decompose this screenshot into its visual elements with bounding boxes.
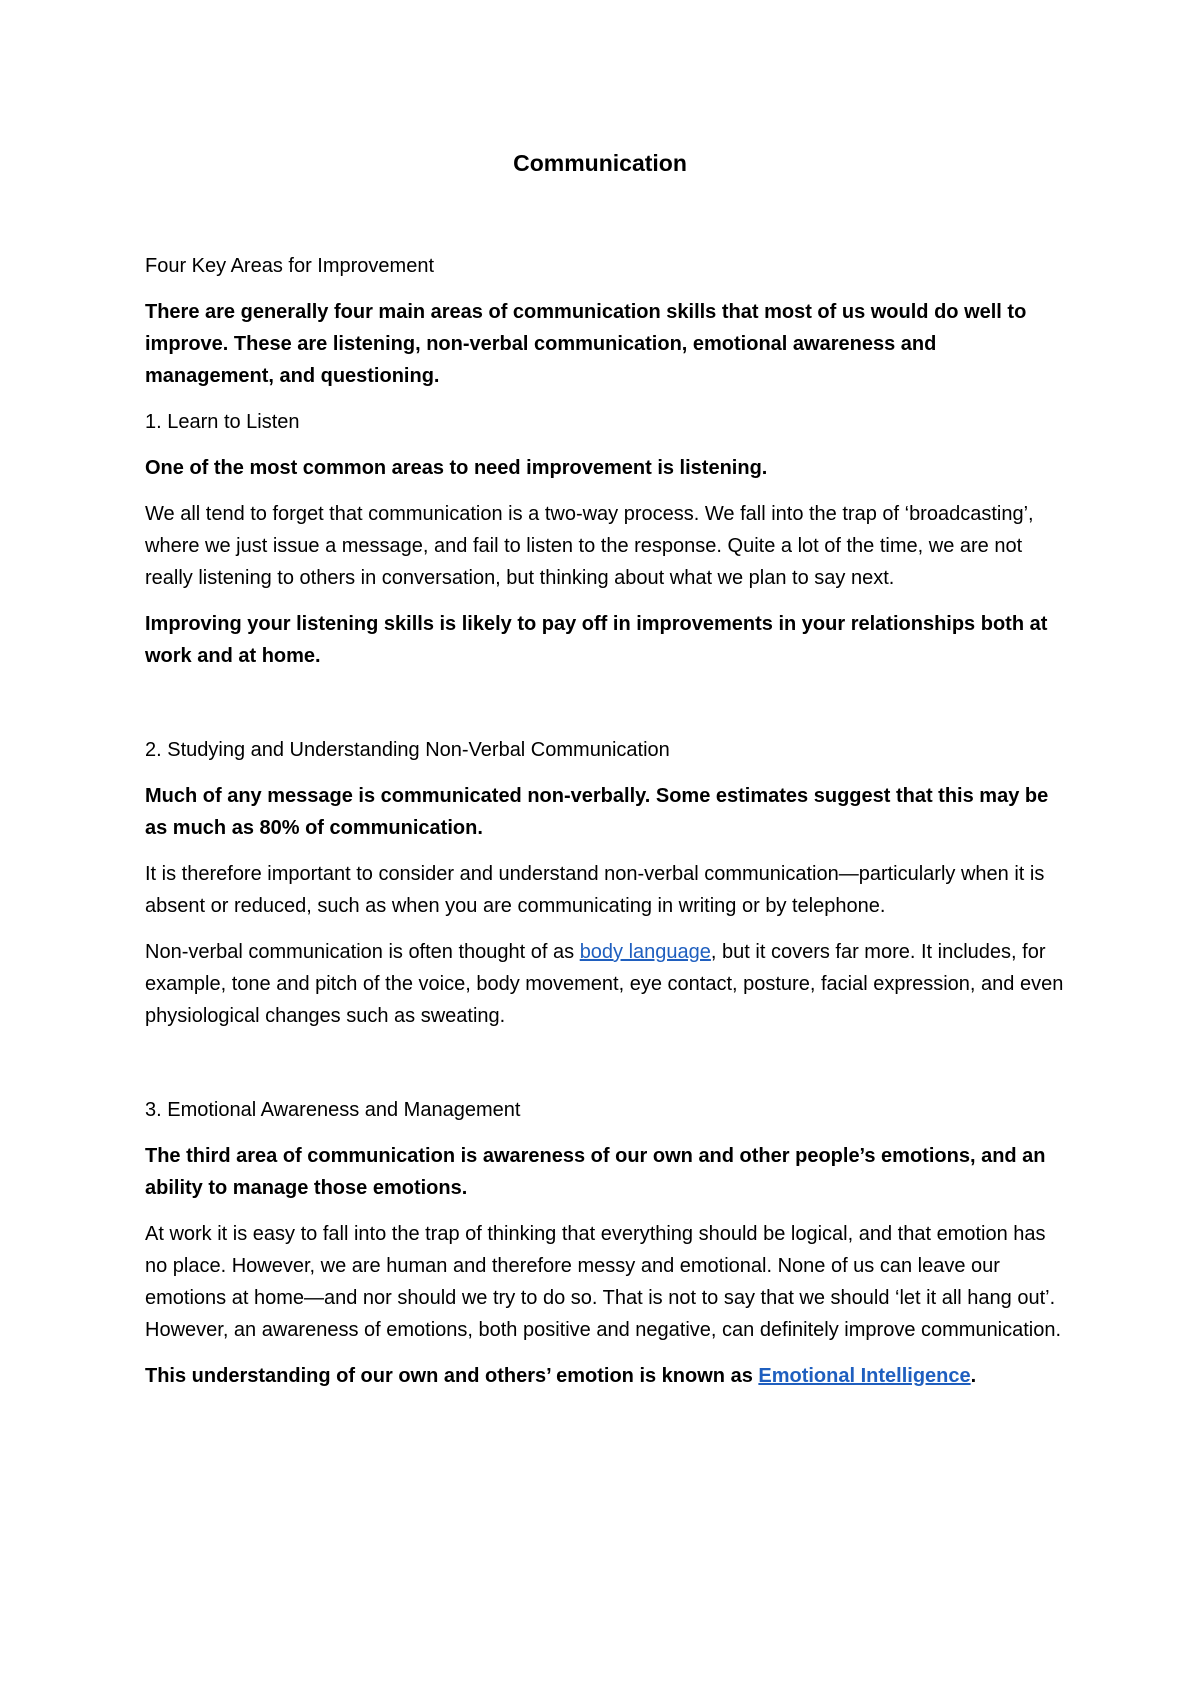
section-3-lead: The third area of communication is awareness of our own and other people’s emotions, and an ability to manage those emotions.	[145, 1145, 1046, 1199]
section-2-body: It is therefore important to consider and understand non-verbal communication—particularly when it is absent or reduced, such as when you are communicating in writing or by telephone.	[145, 863, 1045, 917]
section-3-heading: 3. Emotional Awareness and Management	[145, 1099, 521, 1121]
emotional-intelligence-link[interactable]: Emotional Intelligence	[758, 1365, 971, 1387]
section-3-conclusion-start: This understanding of our own and others’ emotion is known as	[145, 1365, 759, 1387]
body-language-link[interactable]: body language	[579, 941, 711, 963]
section-spacer	[145, 1046, 1065, 1094]
section-2-body-2	[145, 936, 1065, 1032]
section-1-conclusion: Improving your listening skills is likely to pay off in improvements in your relationships both at work and at home.	[145, 613, 1048, 667]
section-3-conclusion-end: .	[970, 1365, 977, 1387]
intro-lead: There are generally four main areas of communication skills that most of us would do well to improve. These are listening, non-verbal communication, emotional awareness and management, and questioning.	[145, 301, 1027, 387]
section-2-body-2-start: Non-verbal communication is often thought of as	[145, 941, 580, 963]
intro-heading: Four Key Areas for Improvement	[145, 255, 435, 277]
section-1-heading: 1. Learn to Listen	[145, 411, 300, 433]
page-title: Communication	[513, 150, 687, 176]
section-spacer	[145, 686, 1065, 734]
section-3-body: At work it is easy to fall into the trap of thinking that everything should be logical, and that emotion has no place. However, we are human and therefore messy and emotional. None of us can leave our emotions at home—and nor should we try to do so. That is not to say that we should ‘let it all hang out’. However, an awareness of emotions, both positive and negative, can definitely improve communication.	[145, 1223, 1062, 1341]
section-2-lead: Much of any message is communicated non-verbally. Some estimates suggest that this may be as much as 80% of communication.	[145, 785, 1049, 839]
section-2-body-2-end: , but it covers far more. It includes, for example, tone and pitch of the voice, body movement, eye contact, posture, facial expression, and even physiological changes such as sweating.	[145, 941, 1064, 1027]
section-1-lead: One of the most common areas to need improvement is listening.	[145, 457, 768, 479]
document-body	[145, 250, 1065, 1406]
section-3-conclusion	[145, 1360, 1065, 1392]
section-1-body: We all tend to forget that communication is a two-way process. We fall into the trap of ‘broadcasting’, where we just issue a message, and fail to listen to the response. Quite a lot of the time, we are not really listening to others in conversation, but thinking about what we plan to say next.	[145, 503, 1034, 589]
section-2-heading: 2. Studying and Understanding Non-Verbal Communication	[145, 739, 670, 761]
